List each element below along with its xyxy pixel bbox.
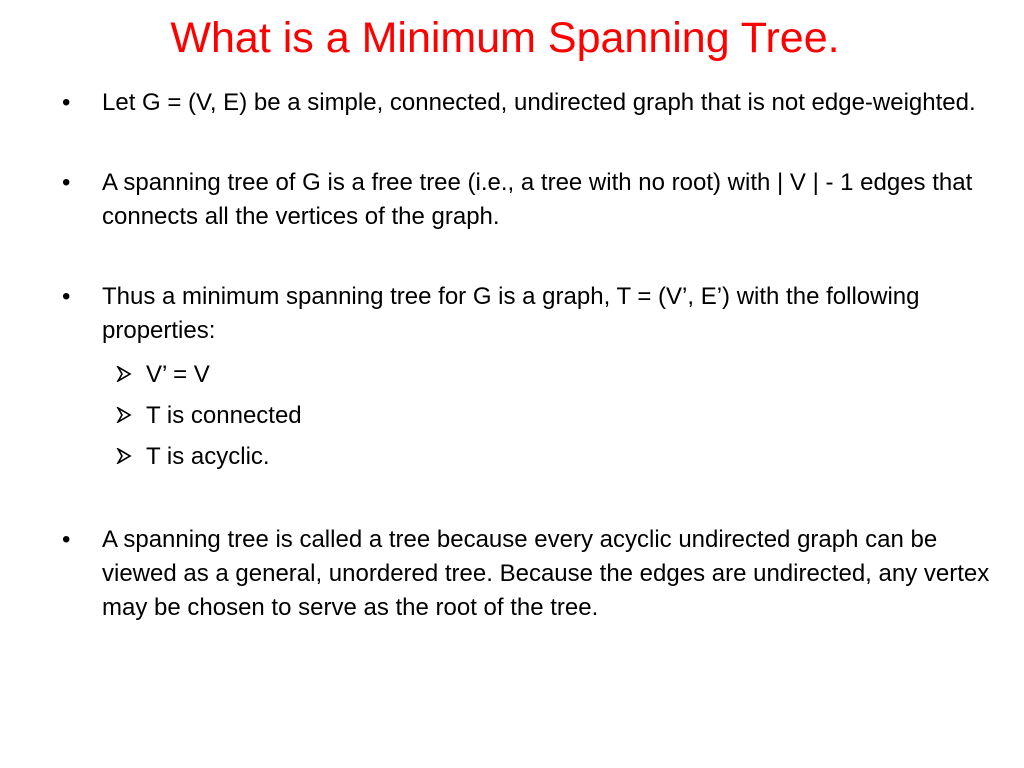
bullet-text: Let G = (V, E) be a simple, connected, undirected graph that is not edge-weighted.	[102, 89, 976, 116]
bullet-item	[0, 280, 1024, 348]
bullet-text: A spanning tree of G is a free tree (i.e., a tree with no root) with | V | - 1 edges that connects all the vertices of the graph.	[102, 169, 973, 230]
bullet-dot-icon: •	[62, 169, 71, 196]
bullet-dot-icon: •	[62, 89, 71, 116]
sub-bullet-item	[0, 436, 1024, 477]
hollow-arrowhead-icon	[116, 436, 140, 477]
bullet-list	[0, 86, 1024, 625]
sub-bullet-text: T is connected	[146, 402, 302, 429]
spacer	[0, 120, 1024, 166]
sub-bullet-list	[0, 354, 1024, 477]
sub-bullet-text: V’ = V	[146, 361, 210, 388]
spacer	[0, 234, 1024, 280]
hollow-arrowhead-icon	[116, 395, 140, 436]
bullet-dot-icon: •	[62, 283, 71, 310]
hollow-arrowhead-icon	[116, 354, 140, 395]
bullet-item	[0, 166, 1024, 234]
bullet-item	[0, 86, 1024, 120]
bullet-item	[0, 523, 1024, 625]
bullet-dot-icon: •	[62, 526, 71, 553]
spacer	[0, 477, 1024, 523]
sub-bullet-item	[0, 395, 1024, 436]
bullet-text: A spanning tree is called a tree because every acyclic undirected graph can be viewed as a general, unordered tree. Because the edges are undirected, any vertex may be chosen to serve as the root of the tree.	[102, 526, 990, 621]
sub-bullet-item	[0, 354, 1024, 395]
slide-title: What is a Minimum Spanning Tree.	[170, 14, 840, 62]
sub-bullet-text: T is acyclic.	[146, 443, 270, 470]
bullet-text: Thus a minimum spanning tree for G is a graph, T = (V’, E’) with the following properties:	[102, 283, 920, 344]
